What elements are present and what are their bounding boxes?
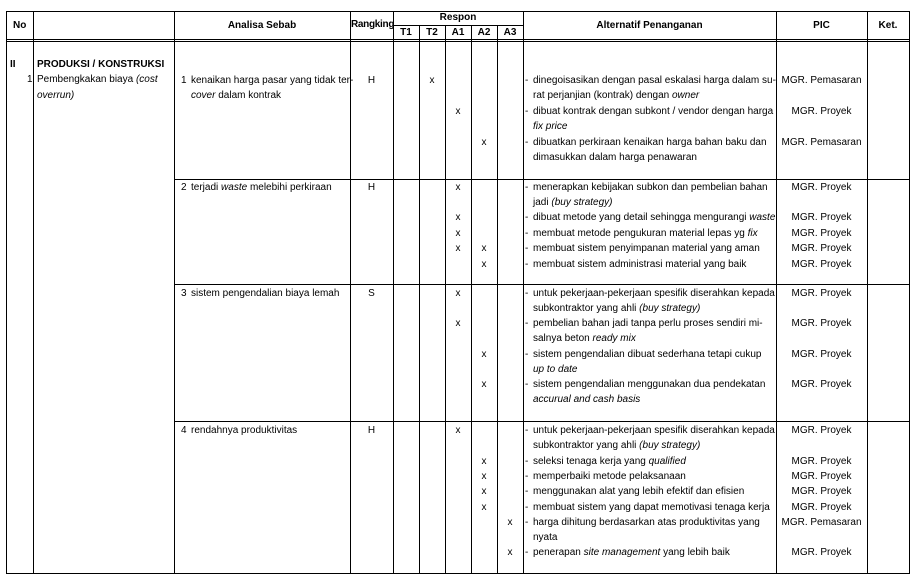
row-divider-1 <box>174 179 909 180</box>
action-bullet: - <box>525 486 529 497</box>
action-text <box>533 424 775 437</box>
action-text <box>533 136 767 149</box>
pic-value: MGR. Pemasaran <box>781 517 862 528</box>
action-text <box>533 105 773 118</box>
action-term: (buy strategy) <box>551 197 613 208</box>
pic-value: MGR. Proyek <box>791 259 852 270</box>
action-text-part: dinegoisasikan dengan pasal eskalasi harga dalam su- <box>533 75 776 86</box>
section-title: PRODUKSI / KONSTRUKSI <box>37 59 165 70</box>
action-bullet: - <box>525 182 529 193</box>
action-text-part: menggunakan alat yang lebih efektif dan efisien <box>533 486 745 497</box>
action-bullet: - <box>525 456 529 467</box>
action-text-part: dibuatkan perkiraan kenaikan harga bahan baku dan <box>533 137 767 148</box>
pic-value: MGR. Proyek <box>791 106 852 117</box>
action-bullet: - <box>525 137 529 148</box>
response-mark-a2: x <box>481 456 487 467</box>
response-mark-a1: x <box>455 228 461 239</box>
col-line-9 <box>523 11 524 574</box>
response-mark-a1: x <box>455 318 461 329</box>
cause-number: 3 <box>181 288 187 299</box>
action-text-line2 <box>533 393 640 406</box>
action-text <box>533 378 765 391</box>
action-text-part: subkontraktor yang ahli <box>533 440 640 451</box>
action-text-part: memperbaiki metode pelaksanaan <box>533 471 686 482</box>
cause-text-part: terjadi <box>191 182 219 193</box>
response-mark-a2: x <box>481 471 487 482</box>
action-text-part: yang lebih baik <box>660 547 730 558</box>
header-t1: T1 <box>400 27 412 38</box>
cause-term: cover <box>191 90 216 101</box>
header-pic: PIC <box>813 20 830 31</box>
cause-number: 1 <box>181 75 187 86</box>
section-item-label <box>37 73 158 86</box>
action-bullet: - <box>525 288 529 299</box>
action-term: (buy strategy) <box>639 440 701 451</box>
action-text-part: dimasukkan dalam harga penawaran <box>533 152 697 163</box>
col-line-2 <box>174 11 175 574</box>
row-divider-2 <box>174 284 909 285</box>
action-bullet: - <box>525 318 529 329</box>
action-text-part: rat perjanjian (kontrak) dengan <box>533 90 672 101</box>
cause-number: 2 <box>181 182 187 193</box>
rank-value: S <box>368 288 375 299</box>
action-bullet: - <box>525 379 529 390</box>
section-item-text: Pembengkakan biaya <box>37 74 134 85</box>
action-text <box>533 227 758 240</box>
section-item-term-2: overrun) <box>37 90 75 101</box>
action-text-part: untuk pekerjaan-pekerjaan spesifik diserahkan kepada <box>533 425 775 436</box>
table-border-bottom <box>6 573 909 574</box>
action-text <box>533 258 746 271</box>
header-no: No <box>13 20 27 31</box>
action-term: (buy strategy) <box>639 303 701 314</box>
action-text <box>533 516 760 529</box>
cause-term: waste <box>221 182 248 193</box>
response-mark-a1: x <box>455 243 461 254</box>
action-text-line2 <box>533 196 613 209</box>
action-text-part: membuat sistem penyimpanan material yang aman <box>533 243 760 254</box>
header-rule <box>6 39 909 40</box>
action-text-part: harga dihitung berdasarkan atas produktivitas yang <box>533 517 760 528</box>
action-text-line2 <box>533 363 577 376</box>
action-bullet: - <box>525 349 529 360</box>
cause-number: 4 <box>181 425 187 436</box>
action-bullet: - <box>525 259 529 270</box>
rank-value: H <box>367 182 376 193</box>
col-line-11 <box>867 11 868 574</box>
pic-value: MGR. Proyek <box>791 243 852 254</box>
pic-value: MGR. Proyek <box>791 212 852 223</box>
header-rule-2 <box>6 41 909 42</box>
pic-value: MGR. Proyek <box>791 486 852 497</box>
action-text <box>533 455 686 468</box>
action-text <box>533 181 768 194</box>
pic-value: MGR. Proyek <box>791 228 852 239</box>
pic-value: MGR. Proyek <box>791 456 852 467</box>
action-bullet: - <box>525 75 529 86</box>
action-bullet: - <box>525 228 529 239</box>
action-text <box>533 74 776 87</box>
pic-value: MGR. Proyek <box>791 379 852 390</box>
cause-text-line2 <box>191 89 281 102</box>
action-text-part: membuat metode pengukuran material lepas yg <box>533 228 748 239</box>
col-line-4 <box>393 11 394 574</box>
response-mark-a3: x <box>507 547 513 558</box>
action-text-part: jadi <box>533 197 552 208</box>
action-term: owner <box>671 90 700 101</box>
pic-value: MGR. Pemasaran <box>781 75 862 86</box>
response-mark-a2: x <box>481 259 487 270</box>
header-respon: Respon <box>439 12 477 23</box>
pic-value: MGR. Proyek <box>791 425 852 436</box>
action-bullet: - <box>525 212 529 223</box>
section-item-term: (cost <box>135 74 158 85</box>
action-text <box>533 501 770 514</box>
action-text-part: pembelian bahan jadi tanpa perlu proses sendiri mi- <box>533 318 763 329</box>
header-analisa-sebab: Analisa Sebab <box>227 20 297 31</box>
response-mark-a3: x <box>507 517 513 528</box>
response-mark-a2: x <box>481 243 487 254</box>
action-text <box>533 546 730 559</box>
header-a3: A3 <box>503 27 517 38</box>
action-text-part: menerapkan kebijakan subkon dan pembelian bahan <box>533 182 768 193</box>
response-mark-a2: x <box>481 502 487 513</box>
header-ket: Ket. <box>878 20 898 31</box>
action-text-part: dibuat metode yang detail sehingga mengurangi <box>533 212 750 223</box>
header-rangking: Rangking <box>351 19 395 30</box>
action-term: site management <box>583 547 661 558</box>
header-t2: T2 <box>426 27 438 38</box>
section-item-number: 1 <box>27 74 33 85</box>
action-text-line2 <box>533 302 700 315</box>
action-term: qualified <box>648 456 686 467</box>
cause-text-rest: dalam kontrak <box>218 90 282 101</box>
action-term: waste <box>749 212 776 223</box>
action-bullet: - <box>525 243 529 254</box>
action-term: up to date <box>533 364 578 375</box>
action-text-part: subkontraktor yang ahli <box>533 303 640 314</box>
action-text-part: sistem pengendalian dibuat sederhana tetapi cukup <box>533 349 762 360</box>
col-line-0 <box>6 11 7 574</box>
action-text-line2 <box>533 531 557 544</box>
response-mark-a2: x <box>481 486 487 497</box>
col-line-5 <box>419 25 420 574</box>
action-text-line2 <box>533 89 699 102</box>
response-mark-a1: x <box>455 106 461 117</box>
cause-text <box>191 181 332 194</box>
action-text-part: untuk pekerjaan-pekerjaan spesifik diserahkan kepada <box>533 288 775 299</box>
pic-value: MGR. Proyek <box>791 288 852 299</box>
action-text-part: penerapan <box>533 547 584 558</box>
action-text-part: membuat sistem administrasi material yang baik <box>533 259 747 270</box>
action-text-line2 <box>533 151 697 164</box>
response-mark-a1: x <box>455 182 461 193</box>
action-text-part: dibuat kontrak dengan subkont / vendor dengan harga <box>533 106 774 117</box>
action-bullet: - <box>525 517 529 528</box>
action-text <box>533 485 744 498</box>
action-bullet: - <box>525 106 529 117</box>
action-text <box>533 287 775 300</box>
action-text-line2 <box>533 120 567 133</box>
response-mark-a1: x <box>455 425 461 436</box>
action-text <box>533 470 686 483</box>
cause-text: kenaikan harga pasar yang tidak ter- <box>191 75 354 86</box>
response-mark-t2: x <box>429 75 435 86</box>
action-term: accurual and cash basis <box>533 394 641 405</box>
response-mark-a1: x <box>455 288 461 299</box>
action-text <box>533 242 760 255</box>
action-term: fix <box>747 228 758 239</box>
rank-value: H <box>367 425 376 436</box>
section-number: II <box>10 59 16 70</box>
response-mark-a2: x <box>481 137 487 148</box>
row-divider-3 <box>174 421 909 422</box>
action-bullet: - <box>525 425 529 436</box>
action-text-part: salnya beton <box>533 333 593 344</box>
action-text-line2 <box>533 332 636 345</box>
col-line-1 <box>33 11 34 574</box>
pic-value: MGR. Proyek <box>791 318 852 329</box>
action-text-part: membuat sistem yang dapat memotivasi tenaga kerja <box>533 502 770 513</box>
col-line-8 <box>497 25 498 574</box>
action-bullet: - <box>525 502 529 513</box>
response-mark-a2: x <box>481 349 487 360</box>
col-line-12 <box>909 11 910 574</box>
action-text-part: seleksi tenaga kerja yang <box>533 456 649 467</box>
action-text-line2 <box>533 439 700 452</box>
action-bullet: - <box>525 547 529 558</box>
action-text <box>533 348 762 361</box>
pic-value: MGR. Pemasaran <box>781 137 862 148</box>
action-text <box>533 211 775 224</box>
header-alternatif-penanganan: Alternatif Penanganan <box>596 20 703 31</box>
action-text-part: nyata <box>533 532 558 543</box>
header-a1: A1 <box>451 27 465 38</box>
action-term: ready mix <box>592 333 636 344</box>
pic-value: MGR. Proyek <box>791 502 852 513</box>
pic-value: MGR. Proyek <box>791 182 852 193</box>
response-mark-a2: x <box>481 379 487 390</box>
action-term: fix price <box>533 121 568 132</box>
pic-value: MGR. Proyek <box>791 349 852 360</box>
cause-text: sistem pengendalian biaya lemah <box>191 288 340 299</box>
rank-value: H <box>367 75 376 86</box>
pic-value: MGR. Proyek <box>791 471 852 482</box>
action-bullet: - <box>525 471 529 482</box>
cause-text-rest: melebihi perkiraan <box>249 182 332 193</box>
header-a2: A2 <box>477 27 491 38</box>
cause-text: rendahnya produktivitas <box>191 425 298 436</box>
action-text-part: sistem pengendalian menggunakan dua pendekatan <box>533 379 766 390</box>
pic-value: MGR. Proyek <box>791 547 852 558</box>
response-mark-a1: x <box>455 212 461 223</box>
action-text <box>533 317 763 330</box>
